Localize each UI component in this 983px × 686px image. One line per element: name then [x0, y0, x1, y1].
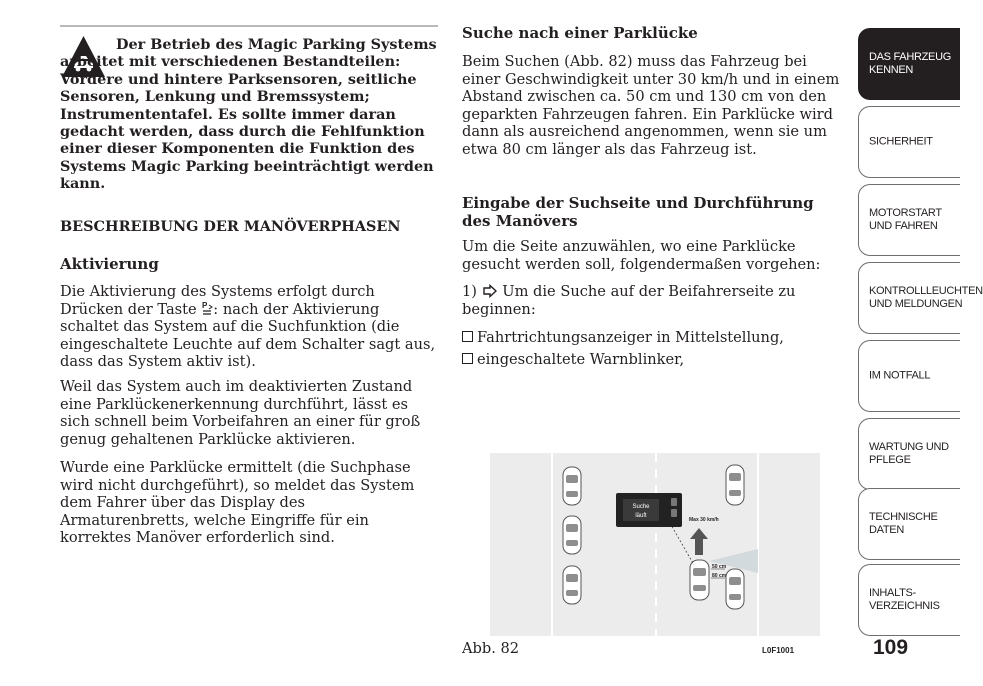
- figure-illustration: [490, 453, 820, 636]
- warning-text: Der Betrieb des Magic Parking Systems arbeitet mit verschiedenen Bestandteilen: Vordere und hintere Parksensoren, seitliche Sensoren, Lenkung und Bremssystem; Instrumententafel. Es sollte immer daran gedacht werden, dass durch die Fehlfunktion einer dieser Komponenten die Funktion des Systems Magic Parking beeinträchtigt werden kann.: [60, 36, 437, 193]
- tab-wartung-und-pflege[interactable]: WARTUNG UND PFLEGE: [858, 418, 960, 490]
- tab-motorstart-und-fahren[interactable]: MOTORSTART UND FAHREN: [858, 184, 960, 256]
- bullet-2: eingeschaltete Warnblinker,: [462, 351, 840, 369]
- paragraph-side-selection: Um die Seite anzuwählen, wo eine Parklücke gesucht werden soll, folgendermaßen vorgehen:: [462, 238, 821, 273]
- chapter-tabs: [858, 28, 983, 642]
- distance-label-1: 50 cm: [712, 564, 727, 570]
- tab-im-notfall[interactable]: IM NOTFALL: [858, 340, 960, 412]
- checkbox-bullet-icon: [462, 353, 473, 364]
- tab-kontrollleuchten[interactable]: KONTROLLLEUCHTEN UND MELDUNGEN: [858, 262, 960, 334]
- heading-search: Suche nach einer Parklücke: [462, 24, 698, 42]
- warning-top-rule: [60, 25, 438, 27]
- svg-text:P: P: [202, 300, 208, 310]
- bullet-1: Fahrtrichtungsanzeiger in Mittelstellung,: [462, 329, 840, 347]
- display-line-1: Suche: [632, 504, 650, 510]
- parked-car-right-1: [726, 465, 744, 505]
- paragraph-deactivated: Weil das System auch im deaktivierten Zustand eine Parklückenerkennung durchführt, lässt es sich schnell beim Vorbeifahren an einer für groß genug gehaltenen Parklücke aktivieren.: [60, 378, 421, 448]
- tab-inhaltsverzeichnis[interactable]: INHALTS- VERZEICHNIS: [858, 564, 960, 636]
- figure-parking-search: [490, 453, 820, 636]
- tab-sicherheit[interactable]: SICHERHEIT: [858, 106, 960, 178]
- subheading-aktivierung: Aktivierung: [60, 255, 159, 273]
- heading-side-selection: Eingabe der Suchseite und Durchführung des Manövers: [462, 194, 814, 230]
- figure-code: L0F1001: [762, 646, 795, 655]
- arrow-right-icon: [482, 285, 498, 297]
- parked-car-left-2: [563, 516, 581, 554]
- paragraph-activation: Die Aktivierung des Systems erfolgt durch Drücken der Taste P : nach der Aktivierung schaltet das System auf die Suchfunktion (die eingeschaltete Leuchte auf dem Schalter sagt aus, dass das System aktiv ist).: [60, 283, 436, 371]
- own-car: [690, 560, 709, 600]
- paragraph-detected: Wurde eine Parklücke ermittelt (die Suchphase wird nicht durchgeführt), so meldet das System dem Fahrer über das Display des Armaturenbretts, welche Eingriffe für ein korrektes Manöver erforderlich sind.: [60, 459, 415, 547]
- tab-das-fahrzeug-kennen[interactable]: DAS FAHRZEUG KENNEN: [858, 28, 960, 100]
- speed-label: Max 30 km/h: [689, 517, 719, 523]
- paragraph-search: Beim Suchen (Abb. 82) muss das Fahrzeug bei einer Geschwindigkeit unter 30 km/h und in einem Abstand zwischen ca. 50 cm und 130 cm von den geparkten Fahrzeugen fahren. Ein Parklücke wird dann als ausreichend angenommen, wenn sie um etwa 80 cm länger als das Fahrzeug ist.: [462, 53, 840, 158]
- step-1: 1) Um die Suche auf der Beifahrerseite zu beginnen:: [462, 283, 796, 318]
- parked-car-left-3: [563, 566, 581, 604]
- display-line-2: läuft: [635, 513, 647, 519]
- figure-caption: Abb. 82: [462, 640, 520, 657]
- checkbox-bullet-icon: [462, 331, 473, 342]
- tab-technische-daten[interactable]: TECHNISCHE DATEN: [858, 488, 960, 560]
- parking-button-icon: [201, 301, 213, 317]
- parked-car-left-1: [563, 467, 581, 505]
- page-number: 109: [873, 636, 909, 659]
- distance-label-2: 80 cm: [712, 573, 727, 579]
- parked-car-right-2: [726, 569, 744, 609]
- section-heading: BESCHREIBUNG DER MANÖVERPHASEN: [60, 218, 401, 235]
